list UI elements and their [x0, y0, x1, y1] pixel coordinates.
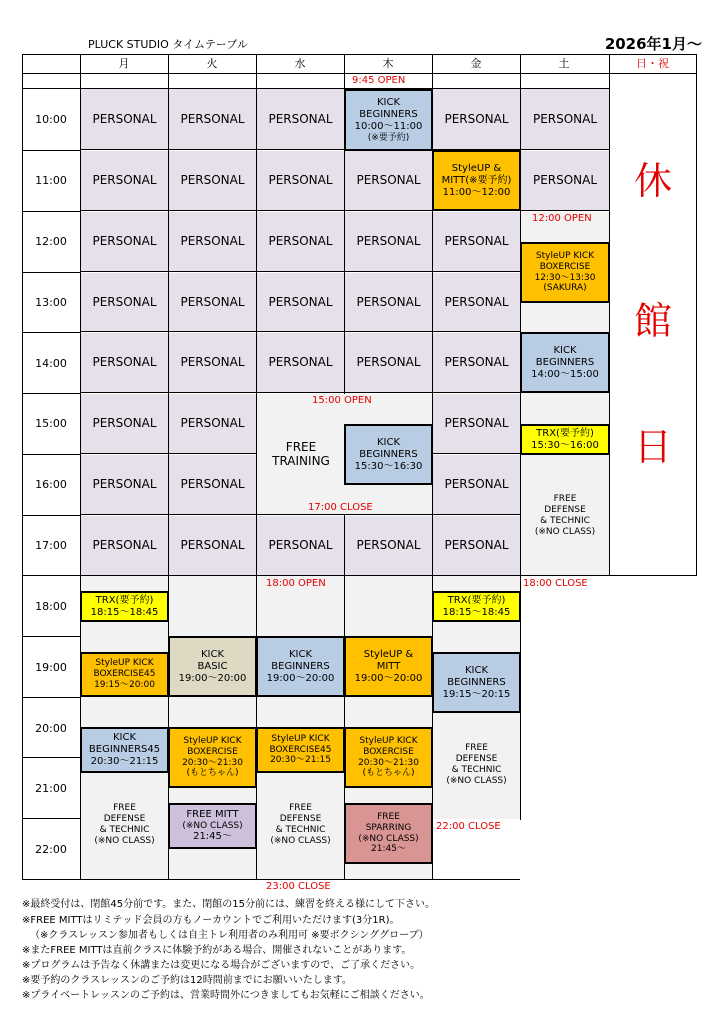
personal-cell: PERSONAL: [433, 333, 520, 393]
class-line: StyleUP KICK: [535, 250, 595, 261]
class-line: KICK: [200, 648, 225, 660]
class-line: (もとちゃん): [362, 768, 415, 779]
class-line: 19:15～20:15: [442, 688, 511, 700]
class-line: KICK: [376, 436, 401, 448]
closed-char: 休: [633, 159, 672, 203]
class-line: BASIC: [197, 660, 228, 672]
time-label: 20:00: [35, 722, 67, 735]
class-line: (※NO CLASS): [94, 835, 155, 846]
personal-cell: PERSONAL: [433, 455, 520, 515]
class-line: (※NO CLASS): [182, 820, 243, 831]
free-defense-cell: [521, 486, 609, 546]
footer-note: （※クラスレッスン参加者もしくは自主トレ利用者のみ利用可 ※要ボクシンググローブ）: [30, 930, 429, 941]
personal-cell: PERSONAL: [81, 333, 168, 393]
class-line: KICK: [112, 732, 137, 743]
footer-note: ※またFREE MITTは直前クラスに体験予約がある場合、開催されないことがあります。: [22, 945, 412, 956]
class-line: 21:45～: [371, 844, 406, 855]
class-styleup-kick-boxercise45: [256, 727, 345, 773]
personal-cell: PERSONAL: [81, 273, 168, 332]
open-note: 15:00 OPEN: [312, 395, 372, 406]
grid-line: [22, 393, 80, 394]
close-note: 17:00 CLOSE: [308, 502, 373, 513]
day-header-fri: 金: [470, 57, 482, 70]
class-free-sparring: [344, 803, 433, 864]
day-header-mon: 月: [118, 57, 130, 70]
close-note: 23:00 CLOSE: [266, 881, 331, 892]
class-line: KICK: [376, 96, 401, 108]
class-line: 20:30～21:15: [270, 755, 331, 766]
class-line: & TECHNIC: [275, 825, 326, 835]
class-line: BEGINNERS: [271, 660, 330, 672]
open-note: 9:45 OPEN: [352, 75, 406, 86]
class-line: FREE MITT: [186, 808, 239, 820]
class-line: KICK: [288, 648, 313, 660]
class-line: FREE: [553, 494, 577, 505]
personal-cell: PERSONAL: [81, 212, 168, 272]
class-line: 20:30～21:30: [182, 757, 243, 768]
class-line: StyleUP KICK: [271, 733, 330, 744]
class-line: 20:30～21:15: [90, 756, 159, 767]
class-line: (※要予約): [367, 132, 410, 143]
class-line: DEFENSE: [544, 505, 586, 516]
time-label: 13:00: [35, 296, 67, 309]
time-label: 17:00: [35, 539, 67, 552]
personal-cell: PERSONAL: [257, 151, 344, 211]
closed-char: 館: [633, 299, 672, 343]
grid-line: [22, 697, 80, 698]
class-line: BOXERCISE: [187, 746, 238, 757]
class-line: KICK: [553, 344, 577, 356]
day-header-sat: 土: [558, 57, 570, 70]
class-line: StyleUP KICK: [183, 735, 242, 746]
personal-cell: PERSONAL: [433, 89, 520, 150]
class-line: 21:45～: [193, 831, 232, 843]
class-trx: [80, 591, 169, 622]
grid-line: [22, 879, 520, 880]
grid-line: [22, 73, 697, 74]
free-defense-cell: [433, 735, 520, 795]
grid-line: [22, 211, 80, 212]
class-line: TRX(要予約): [447, 594, 506, 606]
class-line: (※NO CLASS): [446, 775, 507, 786]
class-line: BEGINNERS45: [88, 744, 161, 755]
personal-cell: PERSONAL: [345, 151, 432, 211]
class-trx: [520, 424, 610, 455]
class-line: 18:15～18:45: [442, 606, 511, 618]
class-line: & TECHNIC: [99, 825, 150, 835]
class-kick-beginners: [520, 332, 610, 393]
personal-cell: PERSONAL: [81, 394, 168, 454]
close-note: 22:00 CLOSE: [436, 821, 501, 832]
class-line: TRAINING: [272, 454, 330, 468]
footer-note: ※FREE MITTはリミテッド会員の方もノーカウントでご利用いただけます(3分1R)。: [22, 915, 400, 926]
class-line: BOXERCISE45: [269, 744, 332, 755]
class-line: 12:30～13:30: [534, 272, 596, 283]
personal-cell: PERSONAL: [257, 212, 344, 272]
grid-line: [22, 454, 80, 455]
time-label: 12:00: [35, 235, 67, 248]
grid-line: [22, 272, 80, 273]
class-styleup-mitt: [344, 636, 433, 697]
class-kick-beginners: [344, 89, 433, 151]
personal-cell: PERSONAL: [81, 89, 168, 150]
class-line: StyleUP &: [363, 648, 414, 660]
class-line: 15:30～16:30: [354, 460, 423, 472]
personal-cell: PERSONAL: [433, 516, 520, 575]
personal-cell: PERSONAL: [521, 89, 609, 150]
class-line: DEFENSE: [103, 814, 146, 825]
grid-line: [22, 818, 80, 819]
time-label: 10:00: [35, 113, 67, 126]
class-line: StyleUP KICK: [95, 658, 154, 669]
time-label: 14:00: [35, 357, 67, 370]
time-label: 19:00: [35, 661, 67, 674]
personal-cell: PERSONAL: [345, 273, 432, 332]
footer-note: ※要予約のクラスレッスンのご予約は12時間前までにお願いいたします。: [22, 975, 352, 986]
personal-cell: PERSONAL: [433, 273, 520, 332]
personal-cell: PERSONAL: [169, 455, 256, 515]
class-kick-beginners45: [80, 727, 169, 773]
class-line: DEFENSE: [455, 754, 498, 765]
personal-cell: PERSONAL: [169, 394, 256, 454]
class-kick-beginners: [432, 652, 521, 713]
page-title: PLUCK STUDIO タイムテーブル: [88, 38, 248, 51]
class-free-mitt: [168, 803, 257, 849]
grid-line: [22, 515, 80, 516]
day-header-tue: 火: [206, 57, 218, 70]
class-line: MITT(※要予約): [441, 174, 512, 186]
class-line: 18:15～18:45: [90, 606, 159, 618]
personal-cell: PERSONAL: [345, 516, 432, 575]
class-styleup-kick-boxercise45: [80, 652, 169, 697]
free-defense-cell: [81, 795, 168, 855]
footer-note: ※プログラムは予告なく休講または変更になる場合がございますので、ご了承ください。: [22, 960, 421, 971]
class-line: MITT: [376, 660, 401, 672]
personal-cell: PERSONAL: [169, 151, 256, 211]
class-line: TRX(要予約): [536, 427, 594, 439]
class-line: (もとちゃん): [186, 768, 239, 779]
personal-cell: PERSONAL: [433, 394, 520, 454]
class-line: 10:00～11:00: [354, 120, 423, 132]
personal-cell: PERSONAL: [169, 89, 256, 150]
class-line: StyleUP KICK: [359, 735, 418, 746]
class-line: FREE: [285, 439, 317, 454]
grid-line: [22, 150, 80, 151]
class-styleup-kick-boxercise: [520, 242, 610, 303]
class-line: 14:00～15:00: [531, 368, 599, 380]
close-note: 18:00 CLOSE: [523, 578, 588, 589]
day-header-sun: 日・祝: [636, 57, 669, 70]
free-defense-cell: [257, 795, 344, 855]
personal-cell: PERSONAL: [257, 89, 344, 150]
class-line: BEGINNERS: [359, 448, 418, 460]
class-kick-beginners: [256, 636, 345, 697]
time-label: 15:00: [35, 417, 67, 430]
class-kick-basic: [168, 636, 257, 697]
class-line: (※NO CLASS): [270, 835, 331, 846]
class-line: 19:00～20:00: [178, 672, 247, 684]
class-line: 15:30～16:00: [531, 439, 599, 451]
personal-cell: PERSONAL: [81, 455, 168, 515]
class-styleup-mitt: [432, 150, 521, 211]
footer-note: ※最終受付は、閉館45分前です。また、閉館の15分前には、練習を終える様にして下さい。: [22, 899, 436, 910]
class-line: BOXERCISE: [539, 261, 591, 272]
class-line: FREE: [289, 803, 312, 814]
personal-cell: PERSONAL: [433, 212, 520, 272]
class-line: BEGINNERS: [359, 108, 418, 120]
class-line: 11:00～12:00: [442, 186, 511, 198]
schedule-date: 2026年1月～: [604, 35, 702, 53]
class-line: 19:00～20:00: [266, 672, 335, 684]
personal-cell: PERSONAL: [345, 212, 432, 272]
personal-cell: PERSONAL: [81, 151, 168, 211]
grid-line: [696, 54, 697, 576]
personal-cell: PERSONAL: [345, 333, 432, 393]
personal-cell: PERSONAL: [521, 151, 609, 211]
closed-char: 日: [633, 425, 672, 469]
class-line: BEGINNERS: [535, 356, 595, 368]
personal-cell: PERSONAL: [81, 516, 168, 575]
personal-cell: PERSONAL: [169, 333, 256, 393]
personal-cell: PERSONAL: [169, 273, 256, 332]
class-line: DEFENSE: [279, 814, 322, 825]
time-label: 11:00: [35, 174, 67, 187]
class-kick-beginners: [344, 424, 433, 485]
class-line: BOXERCISE45: [93, 669, 156, 680]
class-line: & TECHNIC: [451, 765, 502, 775]
class-line: 19:15～20:00: [94, 679, 155, 690]
class-line: KICK: [464, 664, 489, 676]
grid-line: [22, 636, 80, 637]
class-line: FREE: [465, 743, 488, 754]
day-header-wed: 水: [294, 57, 306, 70]
personal-cell: PERSONAL: [257, 516, 344, 575]
class-styleup-kick-boxercise: [168, 727, 257, 788]
class-line: SPARRING: [365, 822, 412, 833]
class-styleup-kick-boxercise: [344, 727, 433, 788]
open-note: 18:00 OPEN: [266, 578, 326, 589]
class-line: FREE: [113, 803, 136, 814]
time-label: 21:00: [35, 782, 67, 795]
class-trx: [432, 591, 521, 622]
class-line: StyleUP &: [451, 162, 502, 174]
class-line: 20:30～21:30: [358, 757, 419, 768]
grid-line: [22, 332, 80, 333]
class-line: (※NO CLASS): [534, 526, 596, 537]
class-line: (※NO CLASS): [358, 833, 419, 844]
class-line: FREE: [377, 811, 400, 822]
open-note: 12:00 OPEN: [532, 213, 592, 224]
class-line: BOXERCISE: [363, 746, 414, 757]
time-label: 22:00: [35, 843, 67, 856]
class-line: 19:00～20:00: [354, 672, 423, 684]
class-line: BEGINNERS: [447, 676, 506, 688]
class-line: & TECHNIC: [540, 516, 590, 526]
class-line: TRX(要予約): [95, 594, 154, 606]
footer-note: ※プライベートレッスンのご予約は、営業時間外につきましてもお気軽にご相談ください。: [22, 990, 430, 1001]
time-label: 18:00: [35, 600, 67, 613]
personal-cell: PERSONAL: [169, 212, 256, 272]
time-label: 16:00: [35, 478, 67, 491]
day-header-thu: 木: [382, 57, 394, 70]
personal-cell: PERSONAL: [169, 516, 256, 575]
personal-cell: PERSONAL: [257, 273, 344, 332]
class-line: (SAKURA): [543, 283, 587, 294]
personal-cell: PERSONAL: [257, 333, 344, 393]
grid-line: [22, 757, 80, 758]
